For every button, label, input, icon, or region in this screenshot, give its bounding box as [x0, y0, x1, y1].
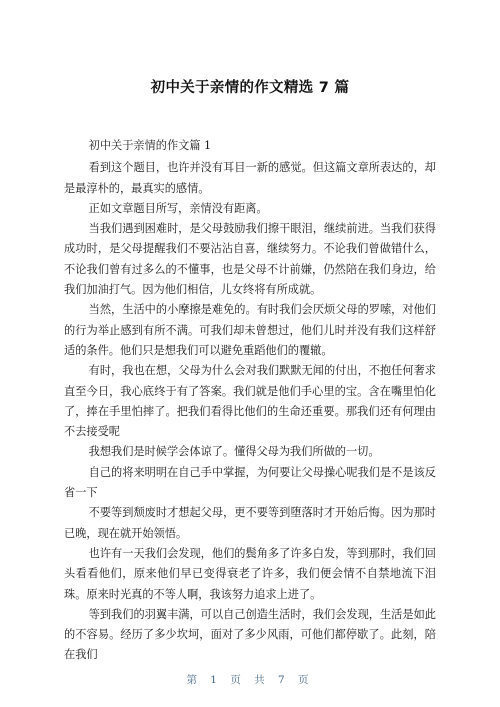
paragraph-2: 正如文章题目所写，亲情没有距离。: [88, 201, 268, 215]
paragraph-7: 自己的将来明明在自己手中掌握，为何要让父母操心呢我们是不是该反省一下: [64, 465, 436, 500]
paragraph-1: 看到这个题目，也许并没有耳目一新的感觉。但这篇文章所表达的，却是最淳朴的，最真实的感情。: [64, 161, 436, 195]
page-number-footer: 第 1 页 共 7 页: [186, 674, 314, 686]
paragraph-9: 也许有一天我们会发现，他们的鬓角多了许多白发，等到那时，我们回头看看他们，原来他们早已变得衰老了许多，我们便会情不自禁地流下泪珠。原来时光真的不等人啊，我该努力追求上进了。: [64, 546, 436, 601]
document-title: 初中关于亲情的作文精选 7 篇: [150, 80, 350, 96]
section-heading: 初中关于亲情的作文篇 1: [88, 139, 212, 152]
paragraph-3: 当我们遇到困难时，是父母鼓励我们擦干眼泪，继续前进。当我们获得成功时，是父母提醒我们不要沾沾自喜，继续努力。不论我们曾做错什么，不论我们曾有过多么的不懂事，也是父母不计前嫌，仍然陪在我们身边，给我们加油打气。因为他们相信，儿女终将有所成就。: [64, 222, 436, 297]
paragraph-4: 当然，生活中的小摩擦是难免的。有时我们会厌烦父母的罗嗦，对他们的行为举止感到有所不满。可我们却未曾想过，他们儿时并没有我们这样舒适的条件。他们只是想我们可以避免重蹈他们的覆辙。: [64, 303, 436, 357]
paragraph-8: 不要等到颓废时才想起父母，更不要等到堕落时才开始后悔。因为那时已晚，现在就开始领悟。: [64, 506, 436, 540]
paragraph-5: 有时，我也在想，父母为什么会对我们默默无闻的付出，不抱任何奢求直至今日，我心底终于有了答案。我们就是他们手心里的宝。含在嘴里怕化了，捧在手里怕摔了。把我们看得比他们的生命还重要。那我们还有何理由不去接受呢: [64, 364, 436, 439]
paragraph-6: 我想我们是时候学会体谅了。懂得父母为我们所做的一切。: [88, 445, 380, 459]
paragraph-10: 等到我们的羽翼丰满，可以自己创造生活时，我们会发现，生活是如此的不容易。经历了多少坎坷，面对了多少风雨，可他们都停歇了。此刻，陪在我们: [64, 607, 436, 662]
document-body: [64, 136, 436, 666]
